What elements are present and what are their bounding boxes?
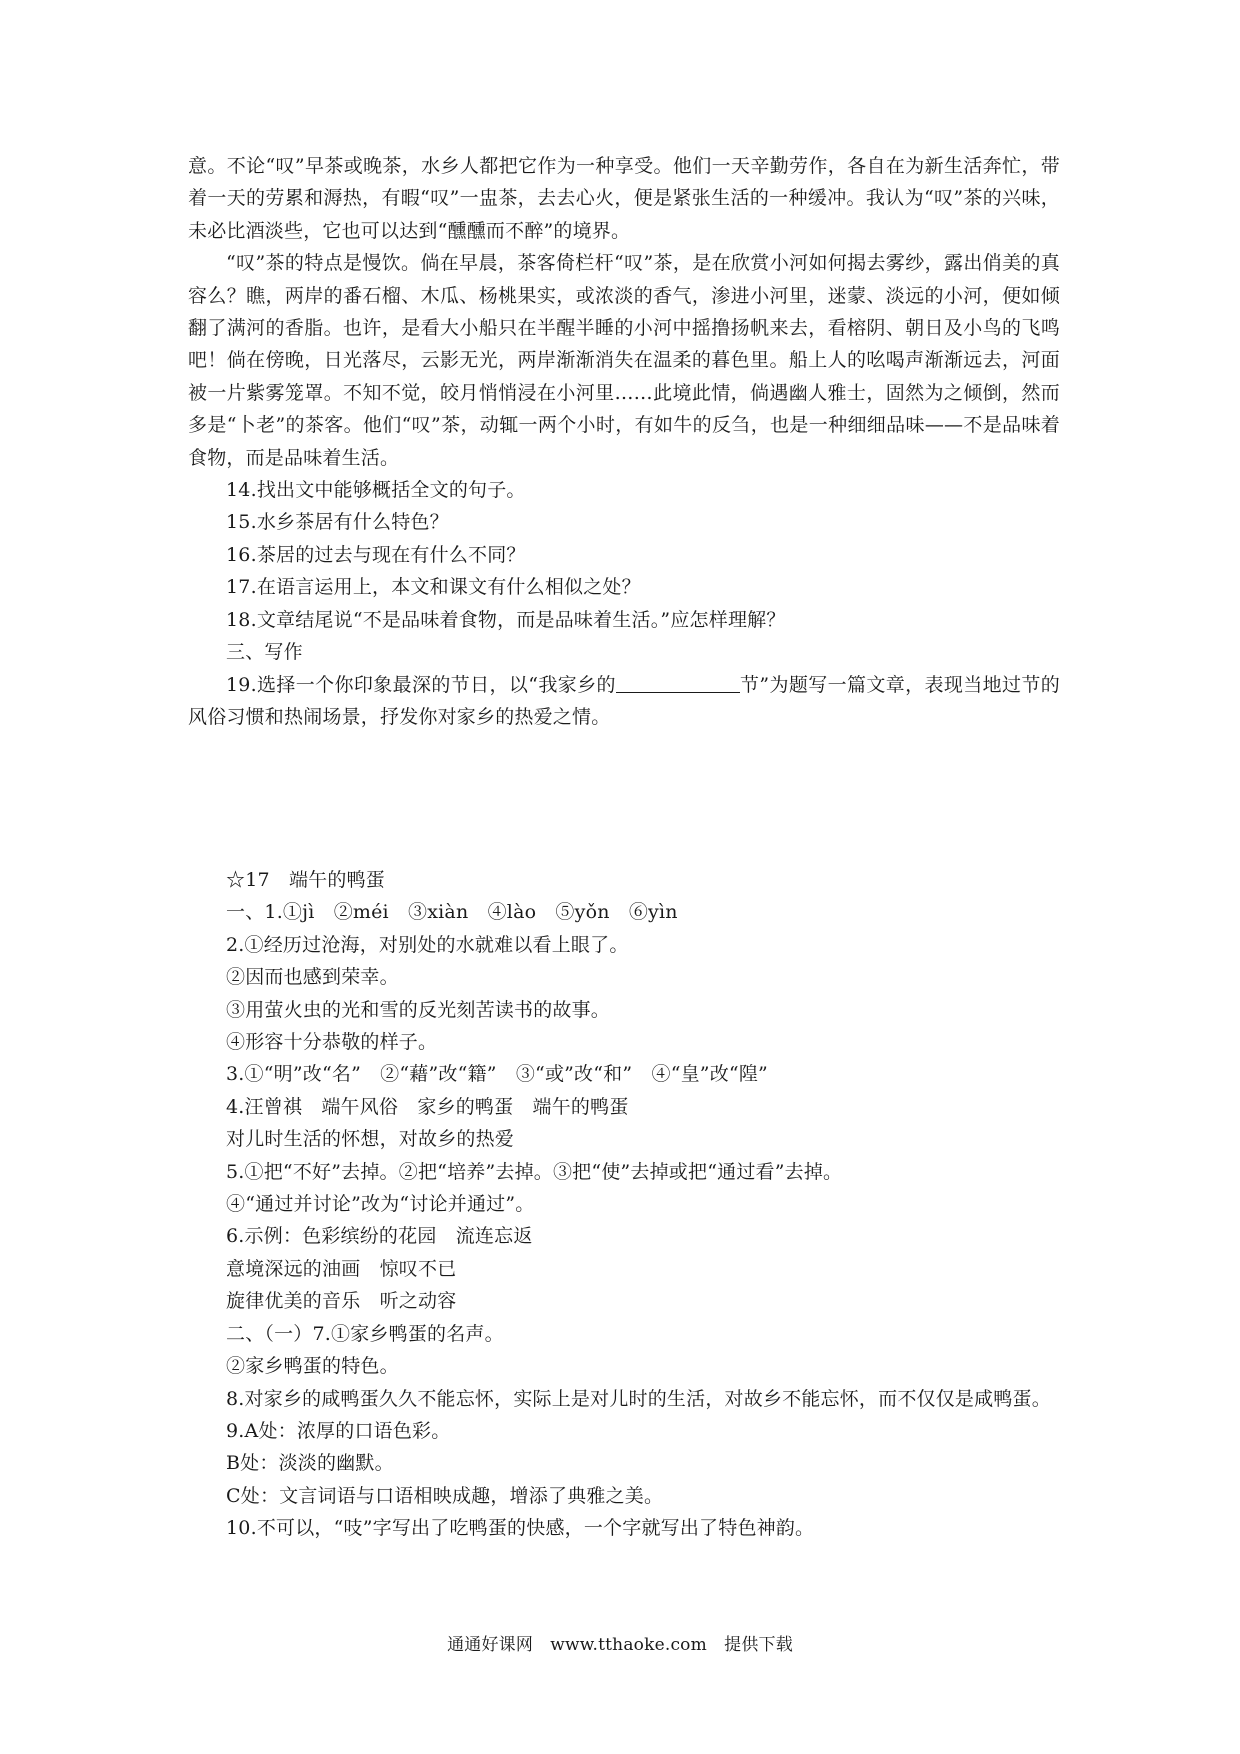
answer-title: ☆17 端午的鸭蛋 [226,869,385,891]
reading-passage-section [188,150,1060,733]
answer-line: 意境深远的油画 惊叹不已 [226,1257,457,1280]
answer-line: ③用萤火虫的光和雪的反光刻苦读书的故事。 [226,998,611,1021]
answer-line: ②因而也感到荣幸。 [226,966,399,989]
answer-line: 6.示例：色彩缤纷的花园 流连忘返 [226,1225,533,1248]
passage-paragraph-1: 意。不论“叹”早茶或晚茶，水乡人都把它作为一种享受。他们一天辛勤劳作，各自在为新生活奔忙，带着一天的劳累和溽热，有暇“叹”一盅茶，去去心火，便是紧张生活的一种缓冲。我认为“叹”茶的兴味，未必比酒淡些，它也可以达到“醺醺而不醉”的境界。 [188,155,1060,242]
question-15: 15.水乡茶居有什么特色？ [226,511,449,534]
page-footer: 通通好课网 www.tthaoke.com 提供下载 [447,1635,793,1655]
question-14: 14.找出文中能够概括全文的句子。 [226,479,526,502]
question-16: 16.茶居的过去与现在有什么不同？ [226,543,526,566]
section-heading-writing: 三、写作 [226,641,303,664]
answer-line: 8.对家乡的咸鸭蛋久久不能忘怀，实际上是对儿时的生活，对故乡不能忘怀，而不仅仅是咸鸭蛋。 [226,1387,1051,1410]
question-17: 17.在语言运用上，本文和课文有什么相似之处？ [226,576,641,599]
answer-line: 一、1.①jì ②méi ③xiàn ④lào ⑤yǒn ⑥yìn [226,901,678,924]
question-18: 18.文章结尾说“不是品味着食物，而是品味着生活。”应怎样理解？ [226,608,786,631]
answer-line: B处：淡淡的幽默。 [226,1452,394,1475]
answer-line: C处：文言词语与口语相映成趣，增添了典雅之美。 [226,1484,664,1507]
fill-in-blank [616,670,740,693]
answer-line: 对儿时生活的怀想，对故乡的热爱 [226,1128,515,1151]
answer-line: 5.①把“不好”去掉。②把“培养”去掉。③把“使”去掉或把“通过看”去掉。 [226,1160,843,1183]
answer-line: 3.①“明”改“名” ②“藉”改“籍” ③“或”改“和” ④“皇”改“隍” [226,1063,768,1086]
answer-line: ②家乡鸭蛋的特色。 [226,1355,399,1378]
answer-line: 9.A处：浓厚的口语色彩。 [226,1419,451,1442]
answer-line: 二、（一）7.①家乡鸭蛋的名声。 [226,1322,504,1345]
answer-line: 旋律优美的音乐 听之动容 [226,1290,457,1313]
question-19-prefix: 19.选择一个你印象最深的节日，以“我家乡的 [226,673,616,696]
answer-line: ④“通过并讨论”改为“讨论并通过”。 [226,1193,535,1216]
answer-line: ④形容十分恭敬的样子。 [226,1031,438,1054]
question-19-suffix: 节”为题写一篇文章，表现当地过节的风俗习惯和热闹场景，抒发你对家乡的热爱之情。 [188,673,1060,728]
answer-line: 2.①经历过沧海，对别处的水就难以看上眼了。 [226,933,629,956]
answer-line: 10.不可以，“吱”字写出了吃鸭蛋的快感，一个字就写出了特色神韵。 [226,1517,815,1540]
answer-key-section [188,864,1060,1545]
question-19 [188,669,1060,734]
answer-line: 4.汪曾祺 端午风俗 家乡的鸭蛋 端午的鸭蛋 [226,1095,629,1118]
passage-paragraph-2: “叹”茶的特点是慢饮。倘在早晨，茶客倚栏杆“叹”茶，是在欣赏小河如何揭去雾纱，露出俏美的真容么？瞧，两岸的番石榴、木瓜、杨桃果实，或浓淡的香气，渗进小河里，迷蒙、淡远的小河，便如倾翻了满河的香脂。也许，是看大小船只在半醒半睡的小河中摇撸扬帆来去，看榕阴、朝日及小鸟的飞鸣吧！倘在傍晚，日光落尽，云影无光，两岸渐渐消失在温柔的暮色里。船上人的吆喝声渐渐远去，河面被一片紫雾笼罩。不知不觉，皎月悄悄浸在小河里……此境此情，倘遇幽人雅士，固然为之倾倒，然而多是“卜老”的茶客。他们“叹”茶，动辄一两个小时，有如牛的反刍，也是一种细细品味——不是品味着食物，而是品味着生活。 [188,252,1060,469]
